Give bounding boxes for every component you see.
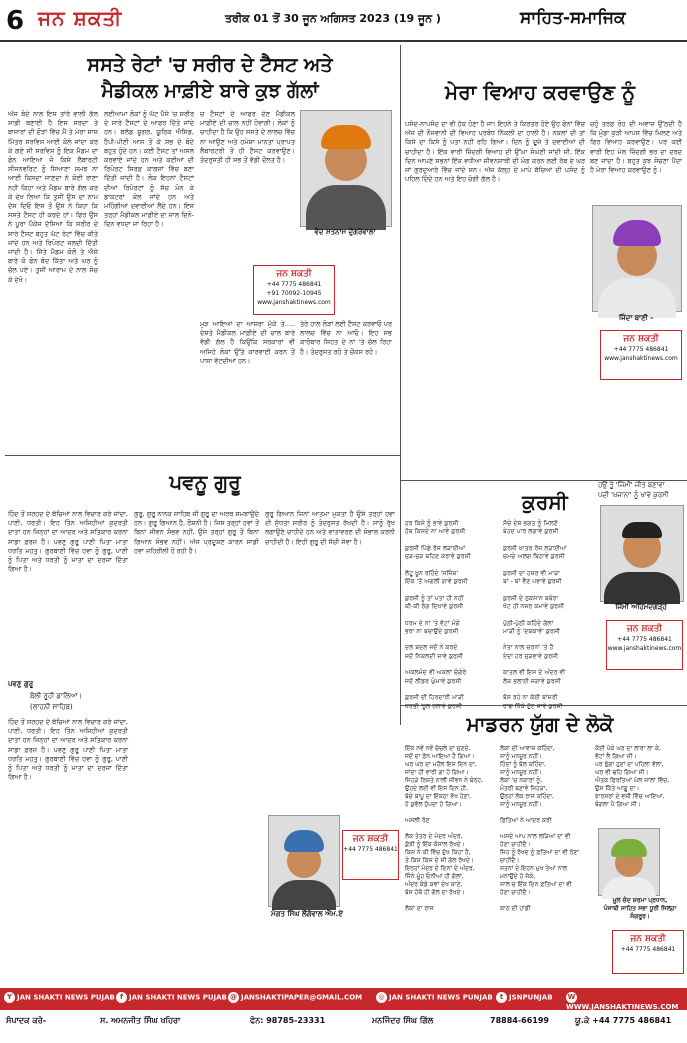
ad-name: ਜਨ ਸ਼ਕਤੀ (623, 334, 659, 344)
row-divider (5, 455, 400, 456)
author-photo (598, 828, 660, 896)
article2-col1: ਪਸੰਦ-ਨਾਪਸੰਦ ਦਾ ਵੀ ਹੱਕ ਹੋਣਾ ਹੈ ਜਾ! ਇਹਨੇ ਤੇ ਕਿਰਤਰ ਹੋਏ ਉਹ ਫੋਨਾਂ ਵਿੱਚ ਅੱਜ ਦੀ ਨੌਜਵਾਨੀ ਦੀ ਵਿਆਹ ਪ੍ਰਬੰਧ ਨਿੱਕਲੀ ਦਾ ਹਾਲੀ ਹੈ। ਨਕਲਾਂ ਦੀ ਤਾਂ ਕਿਸੇ ਦਾ ਕਿਸੇ ਨੂੰ ਪਤਾ ਨਹੀਂ ਰਹਿ ਗਿਆ। ਦਿਨ ਨੂੰ ਦੂਜੇ ਤੇ ਦਵਾਈਆਂ ਦੀ ਚਾਹੀਦਾ ਹੈ। ਇੱਕ ਵਾਰੀ ਜ਼ਿੰਦਗੀ ਵਿਆਹ ਦੀ ਉੱਘਾ ਸੰਘਣੀ ਜਾਂਦੀ ਸੀ, ਇੱਕ ਦਿਨ ਆਪਣੇ ਸਭਨਾਂ ਇੱਕ ਵਧੀਆ ਜੀਵਨਸਾਥੀ ਦੀ ਮੰਗ ਕਰਨ ਲਈ ਰੱਬ ਦੇ ਘਰ ਜਾਂ ਗੁਰਦੁਆਰੇ ਵਿੱਚ ਜਾਂਦੇ ਸਨ। ਅੱਜ ਕੱਲ੍ਹ ਦੇ ਮਾਪੇ ਬੱਚਿਆਂ ਦੀ ਪਸੰਦ ਨੂੰ ਪਹਿਲ ਦਿੰਦੇ ਹਨ ਅਤੇ ਇਹ ਚੰਗੀ ਗੱਲ ਹੈ। (405, 120, 585, 184)
ad-web: www.janshaktinews.com (604, 355, 678, 362)
article5-poem3: ਕੋਈ ਪੱਕੇ ਘਰ ਦਾ ਲਾਰਾ ਲਾ ਕੇ, ਵੋਟਾਂ ਲੈ ਗਿਆ ਸੀ। ਪਰ ਝੁੱਗਾ ਹੁਣਾਂ ਦਾ ਪਹਿਲਾ ਵੱਲਾ, ਘਰ ਵੀ ਢਹਿ ਗਿਆ ਸੀ। ਐਤਕ ਫਿਰਤਿਆਂ ਘੱਲ ਜਾਲਾਂ ਵਿੱਚ, ਉਸ ਕਿੱਤੇ ਆਗੂ ਦਾ। ਝਾਰਸਰਾਂ ਦੇ ਵਸ਼ੀ ਵਿੱਚ ਆਇਆ, ਬੰਗਲਾ ਪੈ ਗਿਆ ਸੀ। (595, 745, 670, 808)
footer-label: JAN SHAKTI NEWS PUJAB (129, 993, 227, 1002)
ad-phone: +44 7775 486841 (620, 946, 676, 953)
article4-stanzas-left: ਹਰ ਕਿਸੇ ਨੂੰ ਭਾਵੇ ਕੁਰਸੀ ਹੱਥ ਕਿਸਦੇ ਨਾ ਆਵੇ ਕੁਰਸੀ ਕੁਰਸੀ ਪਿੱਛੇ ਰੋਜ਼ ਲੜਾਈਆਂ ਜੁੜ-ਜੁੜ ਬਹਿਣ ਕਰਾਵੇ ਕੁਰਸੀ ਲੋਟੂ ਖ਼ੂਨ ਰਹਿੰਦੇ 'ਸਜਿੰਸ਼' ਇੱਕ 'ਤੋਂ ਅਗਲੀ ਗਾਵੇ ਕੁਰਸੀ ਕੁਰਸੀ ਨੂੰ ਤਾਂ ਪਤਾ ਹੀ ਨਹੀਂ ਕੀ-ਕੀ ਰੰਗ ਦਿਖਾਵੇ ਕੁਰਸੀ ਧਰਮ ਦੇ ਨਾਂ 'ਤੇ ਵੋਟਾਂ ਮੰਗੇ ਭਰਾ ਨਾ ਬਚਾਉਂਦੇ ਕੁਰਸੀ ਦਲ ਬਦਲ ਜਦੋਂ ਨੇ ਕਰਦੇ ਜਦੋਂ ਨਿਕਲਦੀ ਜਾਵੇ ਕੁਰਸੀ ਅਕਲਮੰਦ ਵੀ ਅਕਲਾਂ ਚੰਗੇਰੇ ਜਦੋਂ ਲੀਡਰ ਘੁੰਮਾਵੇ ਕੁਰਸੀ ਕੁਰਸੀ ਦੀ ਹਿਰਦਾਰੀ ਮਾੜੀ ਧਰਤੀ 'ਧੂਲ ਰਲਾਵੇ ਕੁਰਸੀ (405, 520, 471, 710)
author-photo (592, 205, 682, 312)
ad-phone: +44 7775 486841 (343, 846, 398, 853)
globe-icon: W (567, 993, 576, 1001)
turban-icon (284, 830, 324, 852)
poem-author: ਬੋਲੀ ਰੂਹੀ ਡਾਲਿਆ। (30, 692, 83, 700)
author-caption: ਮੂਲ ਚੰਦ ਸ਼ਰਮਾ ਪ੍ਰਧਾਨ, ਪੰਜਾਬੀ ਸਾਹਿਤ ਸਭਾ ਧੂਰੀ ਜਿਲ੍ਹਾ ਸੰਗਰੂਰ। (603, 897, 677, 920)
article4-stanzas-right: ਸੱਚੇ ਦੇਸ਼ ਭਗਤ ਨੂੰ ਮਿਲਣੋਂ ਬੇਹਦ ਪਾਰ ਲਗਾਵੇ ਕੁਰਸੀ ਕੁਰਸੀ ਖ਼ਾਤਰ ਰੋਜ਼ ਲੜਾਈਆਂ ਚਮਚੇ ਅਲਗ ਬਿਠਾਵੇ ਕੁਰਸੀ ਕੁਰਸੀ ਦਾ ਹਸ਼ਰ ਵੀ ਮਾੜਾ ਬਾਂ - ਬਾਂ ਵੈਣ ਪਵਾਵੇ ਕੁਰਸੀ ਕੁਰਸੀ ਦੇ ਨੁਕਸਾਨ ਬਥੇਰਾ ਖੋਟ ਹੀ ਨਜ਼ਰ ਕਮਾਵੇ ਕੁਰਸੀ ਪੁੱਠੀ-ਪੁੱਠੀ ਕਹਿੰਦੇ ਗੱਲਾਂ ਮਾੜੀ ਨੂੰ 'ਦਬਕਾਵੇ' ਕੁਰਸੀ ਨੇਤਾ ਨਾਲ ਚਰਨਾਂ 'ਤੇ ਹੈ ਏਦਾਂ ਹਰ ਜੁੜਵਾਵੇ ਕੁਰਸੀ ਕਾਤਲ ਵੀ ਇਸ ਦੇ ਅੰਦਰ ਵੀ ਲੋਕ ਭਲਾਈ ਜਗਾਵੇ ਕੁਰਸੀ ਬੱਸ ਰਹੇ ਨਾ ਕੋਈ ਬਾਂਸਰੀ ਰਾਗ ਧਿੱਕੇ ਟੁੱਟ ਜਾਵੇ ਕੁਰਸੀ (503, 520, 567, 710)
footer-label: JANSHAKTIPAPER@GMAIL.COM (241, 993, 363, 1002)
turban-icon (321, 125, 371, 149)
ad-web: www.janshaktinews.com (607, 645, 682, 652)
ad-phone2: +91 70092-10945 (266, 290, 322, 297)
footer-youtube-link[interactable] (4, 992, 115, 1003)
footer-uk-phone: ਯੂ.ਕੇ +44 7775 486841 (575, 1016, 672, 1025)
dateline: ਤਰੀਕ 01 ਤੋਂ 30 ਜੂਨ ਅਗਿਸਤ 2023 (19 ਜੂਨ ) (225, 12, 441, 25)
article3-col1: ਹਿੰਦ ਤੋਂ ਸਰਹਦ ਦੇ ਬੱਚਿਆਂ ਨਾਲ ਵਿਚਾਰ ਕਰੇ ਜਾਂਦਾ, ਪਾਣੀ, ਧਰਤੀ। ਇਹ ਤਿੰਨ ਅਜਿਹੀਆਂ ਕੁਦਰਤੀ ਦਾਤਾਂ ਹਨ ਜਿਨ੍ਹਾਂ ਦਾ ਆਦਰ ਅਤੇ ਸਤਿਕਾਰ ਕਰਨਾ ਸਾਡਾ ਫ਼ਰਜ਼ ਹੈ। ਪਵਣੁ ਗੁਰੂ ਪਾਣੀ ਪਿਤਾ ਮਾਤਾ ਧਰਤਿ ਮਹਤੁ। ਗੁਰਬਾਣੀ ਵਿੱਚ ਹਵਾ ਨੂੰ ਗੁਰੂ, ਪਾਣੀ ਨੂੰ ਪਿਤਾ ਅਤੇ ਧਰਤੀ ਨੂੰ ਮਾਤਾ ਦਾ ਦਰਜਾ ਦਿੱਤਾ ਗਿਆ ਹੈ। (8, 510, 128, 574)
footer-email-link[interactable] (228, 992, 362, 1003)
footer-label: JSNPUNJAB (509, 993, 553, 1002)
author-caption: ਜਿੰਮੀ ਅਹਿਮਦਗੜ੍ਹ (615, 603, 667, 611)
footer-facebook-link[interactable] (116, 992, 227, 1003)
footer-editor-label: ਸੰਪਾਦਕ ਕਰੋ- (6, 1016, 47, 1025)
article1-headline (20, 52, 400, 104)
footer-label: JAN SHAKTI NEWS PUJAB (17, 993, 115, 1002)
page-number: 6 (6, 6, 25, 36)
twitter-icon: t (496, 992, 507, 1003)
article3-col2: ਗੁਰੂ, ਗੁਰੂ ਨਾਨਕ ਸਾਹਿਬ ਜੀ ਗੁਰੂ ਦਾ ਅਰਥ ਸਮਝਾਉਂਦੇ ਹਨ। ਗੁਰੂ ਗਿਆਨ ਹੈ, ਰੌਸ਼ਨੀ ਹੈ। ਜਿਸ ਤਰ੍ਹਾਂ ਹਵਾ ਤੋਂ ਬਿਨਾਂ ਜੀਵਨ ਸੰਭਵ ਨਹੀਂ, ਉਸੇ ਤਰ੍ਹਾਂ ਗੁਰੂ ਤੋਂ ਬਿਨਾਂ ਗਿਆਨ ਸੰਭਵ ਨਹੀਂ। ਅੱਜ ਪ੍ਰਦੂਸ਼ਣ ਕਾਰਨ ਸਾਡੀ ਹਵਾ ਜ਼ਹਿਰੀਲੀ ਹੋ ਰਹੀ ਹੈ। (134, 510, 259, 555)
advertisement-box (612, 930, 684, 974)
person-body-icon (306, 185, 386, 230)
footer-contact-phone: 78884-66199 (490, 1016, 549, 1025)
article3-headline: ਪਵਨੂ ਗੁਰੂ (169, 470, 241, 494)
author-caption: ਮੰਗਤ ਸਿੰਘ ਲੌਂਗੋਵਾਲ ਐਮ.ਏ (270, 910, 344, 918)
advertisement-box (342, 830, 399, 880)
ad-phone: +44 7775 486841 (613, 346, 669, 353)
person-body-icon (272, 880, 336, 910)
article2-col2: ਚਹੁੰ ਤਰਫ਼ ਰੋਹ ਦੀ ਅਵਾਜ਼ ਉੱਠਦੀ ਹੈ ਕਿ ਮੁੰਡਾ ਕੁੜੀ ਆਪਸ ਵਿੱਚ ਮਿਲਣ ਅਤੇ ਫਿਰ ਵਿਆਹ ਕਰਵਾਉਣ। ਪਰ ਕਈ ਵਾਰੀ ਇਹ ਮੇਲ ਜ਼ਿੰਦਗੀ ਭਰ ਦਾ ਦਰਦ ਬਣ ਜਾਂਦਾ ਹੈ। ਬਹੁਤ ਕੁਝ ਸੋਚਣਾ ਪੈਂਦਾ ਹੈ ਮੇਰਾ ਵਿਆਹ ਕਰਵਾਉਣ ਨੂੰ। (590, 120, 682, 175)
ad-phone: +44 7775 486841 (617, 636, 672, 643)
article3-col3: ਗੁਰੂ ਗਿਆਨ ਜਿਨਾਂ ਆਤਮਾ ਮੁਕਤਾ ਹੈ ਉਸੇ ਤਰ੍ਹਾਂ ਹਵਾ ਦੀ ਸ਼ੁੱਧਤਾ ਸਰੀਰ ਨੂੰ ਤੰਦਰੁਸਤ ਰੱਖਦੀ ਹੈ। ਸਾਨੂੰ ਰੁੱਖ ਲਗਾਉਣੇ ਚਾਹੀਦੇ ਹਨ ਅਤੇ ਵਾਤਾਵਰਣ ਦੀ ਸੰਭਾਲ ਕਰਨੀ ਚਾਹੀਦੀ ਹੈ। ਇਹੀ ਗੁਰੂ ਦੀ ਸੱਚੀ ਸੇਵਾ ਹੈ। (265, 510, 395, 546)
person-body-icon (602, 877, 656, 899)
footer-phone: ਫੋਨ: 98785-23331 (250, 1016, 326, 1025)
author-caption: ਜਿੰਦਾ ਬਾਣੀ - (618, 314, 654, 322)
article1-headline-line2: ਮੈਡੀਕਲ ਮਾਫ਼ੀਏ ਬਾਰੇ ਕੁਝ ਗੱਲਾਂ (101, 80, 319, 102)
youtube-icon: Y (4, 992, 15, 1003)
article5-headline: ਮਾਡਰਨ ਯੁੱਗ ਦੇ ਲੋਕੋ (466, 712, 614, 736)
facebook-icon: f (116, 992, 127, 1003)
article1-col1: ਅੱਜ ਬੰਦੇ ਨਾਲ ਇਸ ਤਾਂਰੇ ਵਾਲੀ ਗੱਲ ਸਾਡੀ ਬਣਾਈ ਹੈ ਇਸ ਸਰਦਾ ਤੇ ਬਾਜਾਰਾਂ ਦੀ ਦੌੜਾਂ ਵਿੱਚ ਮੈਂ ਤੇ ਮੇਰਾ ਸਾਸ ਮਿੱਤਰ ਸਰਵਿਸ ਆਈ ਕੋਲੇ ਜਾਂਦਾ ਕਰ ਕੇ ਗਏ ਸੀ ਸਰਵਿਸ ਨੂੰ ਇਕ ਮੈਡਮ ਦਾ ਫੋਨ ਆਇਆ ਜੋ ਕਿਸੇ ਲੈਬਾਰਟੀ ਸੀਜਨਵਰਿਟ ਨੂੰ ਸਿਆਣਾ ਸਮਝ ਨਾ ਆਈ ਕਿਸਦਾ ਜਾਣਦਾ ਨੇ ਕੋਈ ਰਾਣਾ ਨਹੀਂ ਕਿਹਾ ਅਤੇ ਮੈਡਮ ਬਾਰੇ ਗੱਲ ਕਰ ਕੇ ਦੇਖ ਲਿਆ ਕਿ ਤੁਸੀਂ ਉਸ ਦਾ ਨਾਮ ਦੱਸ ਦਿਓ ਇਸ ਤੋਂ ਉਸ ਨੇ ਕਿਹਾ ਕਿ ਸਸਤੇ ਟੈਸਟ ਹੀ ਕਰਦੇ ਹਾਂ। ਫਿਰ ਉਸ ਨੇ ਪੂਰਾ ਪੈਕੇਜ ਦੱਸਿਆ ਕਿ ਸਰੀਰ ਦੇ ਸਾਰੇ ਟੈਸਟ ਬਹੁਤ ਘੱਟ ਰੇਟਾਂ ਵਿੱਚ ਕੀਤੇ ਜਾਂਦੇ ਹਨ ਅਤੇ ਰਿਪੋਰਟ ਜਲਦੀ ਦਿੱਤੀ ਜਾਂਦੀ ਹੈ। ਜਿੱਤੇ ਮੈਡਮ ਕੋਲੋਂ ਤੇ ਐਸੇ ਬਾਰੇ ਕੋ ਫੋਨ ਬੰਦ ਕਿੱਤਾ ਅਤੇ ਘਰ ਨੂੰ ਚੱਲ ਪਏ। ਤੁਸੀਂ ਆਰਾਮ ਦੇ ਨਾਲ ਸੋਚ ਕੇ ਦੇਖੋ। (8, 110, 98, 284)
footer-label: JAN SHAKTI NEWS PUNJAB (389, 993, 493, 1002)
article4-intro: ਹਉਂ ਤੂੰ 'ਜਿੰਮੀ' ਜੀਤ ਬਣਾਵਾ ਪਦੀ 'ਖ਼ਜਾਨਾ' ਨੂੰ ਖਾਵੇ ਕੁਰਸੀ (598, 481, 669, 499)
advertisement-box (253, 265, 335, 315)
person-body-icon (604, 572, 680, 604)
poem-title: ਪਵਣੁ ਗੁਰੂ (8, 680, 34, 688)
author-photo (300, 110, 392, 227)
ad-name: ਜਨ ਸ਼ਕਤੀ (626, 624, 663, 634)
article3-col1b: ਹਿੰਦ ਤੋਂ ਸਰਹਦ ਦੇ ਬੱਚਿਆਂ ਨਾਲ ਵਿਚਾਰ ਕਰੇ ਜਾਂਦਾ, ਪਾਣੀ, ਧਰਤੀ। ਇਹ ਤਿੰਨ ਅਜਿਹੀਆਂ ਕੁਦਰਤੀ ਦਾਤਾਂ ਹਨ ਜਿਨ੍ਹਾਂ ਦਾ ਆਦਰ ਅਤੇ ਸਤਿਕਾਰ ਕਰਨਾ ਸਾਡਾ ਫ਼ਰਜ਼ ਹੈ। ਪਵਣੁ ਗੁਰੂ ਪਾਣੀ ਪਿਤਾ ਮਾਤਾ ਧਰਤਿ ਮਹਤੁ। ਗੁਰਬਾਣੀ ਵਿੱਚ ਹਵਾ ਨੂੰ ਗੁਰੂ, ਪਾਣੀ ਨੂੰ ਪਿਤਾ ਅਤੇ ਧਰਤੀ ਨੂੰ ਮਾਤਾ ਦਾ ਦਰਜਾ ਦਿੱਤਾ ਗਿਆ ਹੈ। (8, 718, 128, 782)
newspaper-logo: ਜਨ ਸ਼ਕਤੀ (38, 6, 123, 30)
ad-phone: +44 7775 486841 (266, 281, 322, 288)
instagram-icon: ◎ (376, 992, 387, 1003)
article5-poem1: ਇੱਕ ਨਵੇਂ ਨਵੇਂ ਚੋਚਲੇ ਦਾ ਸੁਣਦੇ, ਜਦੋਂ ਦਾ ਫ਼ੋਨ ਆਇਆ ਹੈ ਗਿਆ। ਘਰ ਘਰ ਦਾ ਮਹੌਲ ਇਸ ਦਿਨ ਦਾ, ਜਾਂਦਾ ਹੀ ਵਾਰੀ ਗਾ ਹੋ ਗਿਆ। ਜਿਹੜੇ ਰਿਸ਼ਤੇ ਨਾਲੀ ਜੀਵਨ ਨੇ ਬੰਨ੍ਹ, ਉਹਦੇ ਲਈ ਵੀ ਇਸ ਦਿਨ ਹੀ, ਬੱਚੇ ਬਾਪੂ ਦਾ ਇੱਕਠਾ ਵੱਖ ਹੋਣਾ, ਹੋ ਕੁਵੱਲ ਧੁੱਪਦਾ ਹੋ ਗਿਆ। ਅਸਲੀ ਰੋਣ ਲੋਕ ਤੰਤਰ ਦੇ ਮੰਦਰ ਅੰਦਰ, ਕੁੱਝੀ ਨੂੰ ਇੱਕ ਕੋਸਾਲ ਰੱਖਦੇ। ਕਿਸ ਨੇ ਕੀ ਵਿੱਚ ਦੁੱਖ ਕਿਹਾ ਹੈ, ਤੇ ਕਿਸ ਕਿਸ ਦੇ ਸੀ ਗੱਲ ਰੱਖਦੇ। ਇਨ੍ਹਾਂ ਮੰਦਰ ਦੇ ਦਿਨਾਂ ਦੇ ਅੰਦਰ, ਜਿੰਨੇ ਮੂੰਹ ਓਨੀਆਂ ਹੀ ਗੱਲਾਂ, ਅੰਦਰ ਕੰਡੇ ਕਵਾਂ ਦੇਖ ਕਾਣੇ, ਬੱਸ ਹੱਥੋਂ ਹੀ ਗੱਲ ਦਾ ਰੱਖਦੇ। ਲੋਕਾਂ ਦਾ ਰਾਜ (405, 745, 483, 912)
footer-editor-name: ਸ. ਅਮਨਜੀਤ ਸਿੰਘ ਖਹਿਰਾ (100, 1016, 181, 1025)
footer-twitter-link[interactable] (496, 992, 553, 1003)
article1-col2: ਲਈਆਮਾ ਲੋਕਾਂ ਨੂੰ ਘੱਟ ਪੈਸੇ 'ਚ ਸਰੀਰ ਦੇ ਸਾਰੇ ਟੈਸਟਾਂ ਦੇ ਆਫਰ ਦਿੱਤੇ ਜਾਂਦੇ ਹਨ। ਬਲੱਡ ਸ਼ੂਗਰ, ਯੂਰਿਕ ਐਸਿਡ, ਹੈਪੀ-ਪੀਣੀ ਆਸ ਤੋਂ ਕੇ ਸਭ ਦੇ ਬੰਦੇ ਬਹੁਤ ਹੁੰਦੇ ਹਨ। ਕਈ ਟੈਸਟ ਤਾਂ ਅਸਲ ਕਰਵਾਏ ਜਾਂਦੇ ਹਨ ਅਤੇ ਕਈਆਂ ਦੀ ਰਿਪੋਰਟ ਸਿਰਫ਼ ਕਾਗਜ਼ਾਂ ਵਿੱਚ ਬਣਾ ਦਿੱਤੀ ਜਾਂਦੀ ਹੈ। ਲੋਕ ਇਹਨਾਂ ਟੈਸਟਾਂ ਦੀਆਂ ਰਿਪੋਰਟਾਂ ਨੂੰ ਸੱਚ ਮੰਨ ਕੇ ਡਾਕਟਰਾਂ ਕੋਲ ਜਾਂਦੇ ਹਨ ਅਤੇ ਮਹਿੰਗੀਆਂ ਦਵਾਈਆਂ ਲੈਂਦੇ ਹਨ। ਇਸ ਤਰ੍ਹਾਂ ਮੈਡੀਕਲ ਮਾਫ਼ੀਏ ਦਾ ਜਾਲ ਦਿਨੋ-ਦਿਨ ਵਧਦਾ ਜਾ ਰਿਹਾ ਹੈ। (104, 110, 194, 229)
turban-icon (613, 220, 661, 246)
turban-icon (611, 839, 647, 857)
author-photo (268, 815, 340, 907)
footer-instagram-link[interactable] (376, 992, 493, 1003)
email-icon: @ (230, 993, 237, 1001)
footer-contact-name: ਮਨਜਿੰਦਰ ਸਿੰਘ ਗਿੱਲ (372, 1016, 434, 1025)
ad-name: ਜਨ ਸ਼ਕਤੀ (630, 934, 666, 944)
author-caption: ਵੈਦ ਸਤਨਾਮ ਦੁੱਗਰੇਵਾਲਾ (314, 228, 376, 236)
article1-col4: ਮੁੜ ਆਇਆਂ ਦਾ ਆਸਰਾ ਮੁੱਕੇ ਤੇ..... ਦੇਸ਼ਤੇ ਮੈਡੀਕਲ ਮਾਫ਼ੀਏ ਦੀ ਚਾਲ ਬਾਰੇ ਵੱਡੀ ਗੱਲ ਹੈ ਕਿਉਂਕਿ ਸਰਕਾਰਾਂ ਵੀ ਅਜਿਹੇ ਲੋਕਾਂ ਉੱਤੇ ਕਾਰਵਾਈ ਕਰਨ ਤੋਂ ਪਾਸਾ ਵੱਟਦੀਆਂ ਹਨ। (200, 320, 295, 365)
section-title: ਸਾਹਿਤ-ਸਮਾਜਿਕ (520, 8, 626, 28)
ad-name: ਜਨ ਸ਼ਕਤੀ (276, 269, 312, 279)
article4-headline: ਕੁਰਸੀ (522, 490, 568, 514)
article2-headline: ਮੇਰਾ ਵਿਆਹ ਕਰਵਾਉਣ ਨੂੰ (445, 80, 635, 104)
advertisement-box (600, 330, 682, 380)
article5-poem2: ਲੋਕਾਂ ਦੀ ਆਵਾਜ਼ ਕਹਿੰਦਾ, ਸਾਨੂੰ ਮਨਜ਼ੂਰ ਨਹੀਂ। ਹਿੰਦਾਂ ਨੂੰ ਬੋਲ ਕਹਿੰਦਾ, ਸਾਨੂੰ ਮਨਜ਼ੂਰ ਨਹੀਂ। ਲੋਕਾਂ 'ਚ ਨਕਾਰਾਂ ਨੂੰ, ਮੰਤਰੀ ਬਣਾਵੇ ਜਿਹੜਾ, ਉਨ੍ਹਾਂ ਲੋਕ ਰਾਜ ਕਹਿੰਦਾ, ਸਾਨੂੰ ਮਨਜ਼ੂਰ ਨਹੀਂ। ਫ਼ਿਤਿਆਂ ਨੇ ਆਦਰ ਕਰੀ ਅਸਦੇ ਆਪ ਨਾਲ ਲੜਿਆਂ ਦਾ ਵੀ ਹੋਣਾ ਚਾਹੀਦੈ। ਜਿਹ ਨੂੰ ਰੱਖਦ ਨੂੰ ਫ਼ਤਿਆਂ ਦਾ ਵੀ ਰੋਣਾ ਚਾਹੀਦੈ। ਸਤਨਾਂ ਦੇ ਇਹਨ ਮੁਖ ਤੇਆਂ ਨਾਲ ਮਨਾਉਂਦੇ ਹੋ ਜੋਕੇ, ਸਾਲ ਚ ਇੱਕ ਦਿਨ ਫ਼ਤਿਆਂ ਦਾ ਵੀ ਹੋਣਾ ਚਾਹੀਦੈ। ਕਾਠ ਦੀ ਹਾਂਡੀ (500, 745, 580, 912)
footer-label: WWW.JANSHAKTINEWS.COM (566, 1003, 679, 1011)
footer-website-link[interactable] (566, 992, 687, 1011)
advertisement-box (606, 620, 683, 670)
hair-icon (622, 522, 662, 538)
person-body-icon (598, 278, 676, 318)
article1-col5: ਤੇਰੇ ਹਾਲ ਲੋੜਾਂ ਲਈ ਟੈਸਟ ਕਰਵਾਓ ਪਰ ਲਾਲਚ ਵਿੱਚ ਨਾ ਆਓ। ਇਹ ਸਭ ਕਾਰੋਬਾਰ ਸਿਹਤ ਦੇ ਨਾਂ 'ਤੇ ਚੱਲ ਰਿਹਾ ਹੈ। ਤੰਦਰੁਸਤ ਰਹੋ ਤੇ ਚੌਕਸ ਰਹੋ। (300, 320, 392, 356)
article1-col3: ਚ ਟੈਸਟਾਂ ਦੇ ਆਫਰ ਦੇਣ ਮੈਡੀਕਲ ਮਾਫ਼ੀਏ ਦੀ ਚਾਲ ਨਹੀਂ ਹੋਵਾਗੀ। ਲੋਕਾਂ ਨੂੰ ਚਾਹੀਦਾ ਹੈ ਕਿ ਉਹ ਸਸਤੇ ਦੇ ਲਾਲਚ ਵਿੱਚ ਨਾ ਆਉਣ ਅਤੇ ਹਮੇਸ਼ਾ ਮਾਨਤਾ ਪ੍ਰਾਪਤ ਲੈਬਾਰਟਰੀ ਤੋਂ ਹੀ ਟੈਸਟ ਕਰਵਾਉਣ। ਤੰਦਰੁਸਤੀ ਹੀ ਸਭ ਤੋਂ ਵੱਡੀ ਦੌਲਤ ਹੈ। (200, 110, 295, 165)
poem-subtitle: (ਲਾਹਨੀ ਸਾਹਿਬ) (30, 703, 73, 711)
column-divider (400, 45, 401, 725)
ad-name: ਜਨ ਸ਼ਕਤੀ (352, 834, 389, 844)
ad-web: www.janshaktinews.com (257, 299, 331, 306)
author-photo (600, 505, 684, 602)
article1-headline-line1: ਸਸਤੇ ਰੇਟਾਂ 'ਚ ਸਰੀਰ ਦੇ ਟੈਸਟ ਅਤੇ (87, 54, 333, 76)
